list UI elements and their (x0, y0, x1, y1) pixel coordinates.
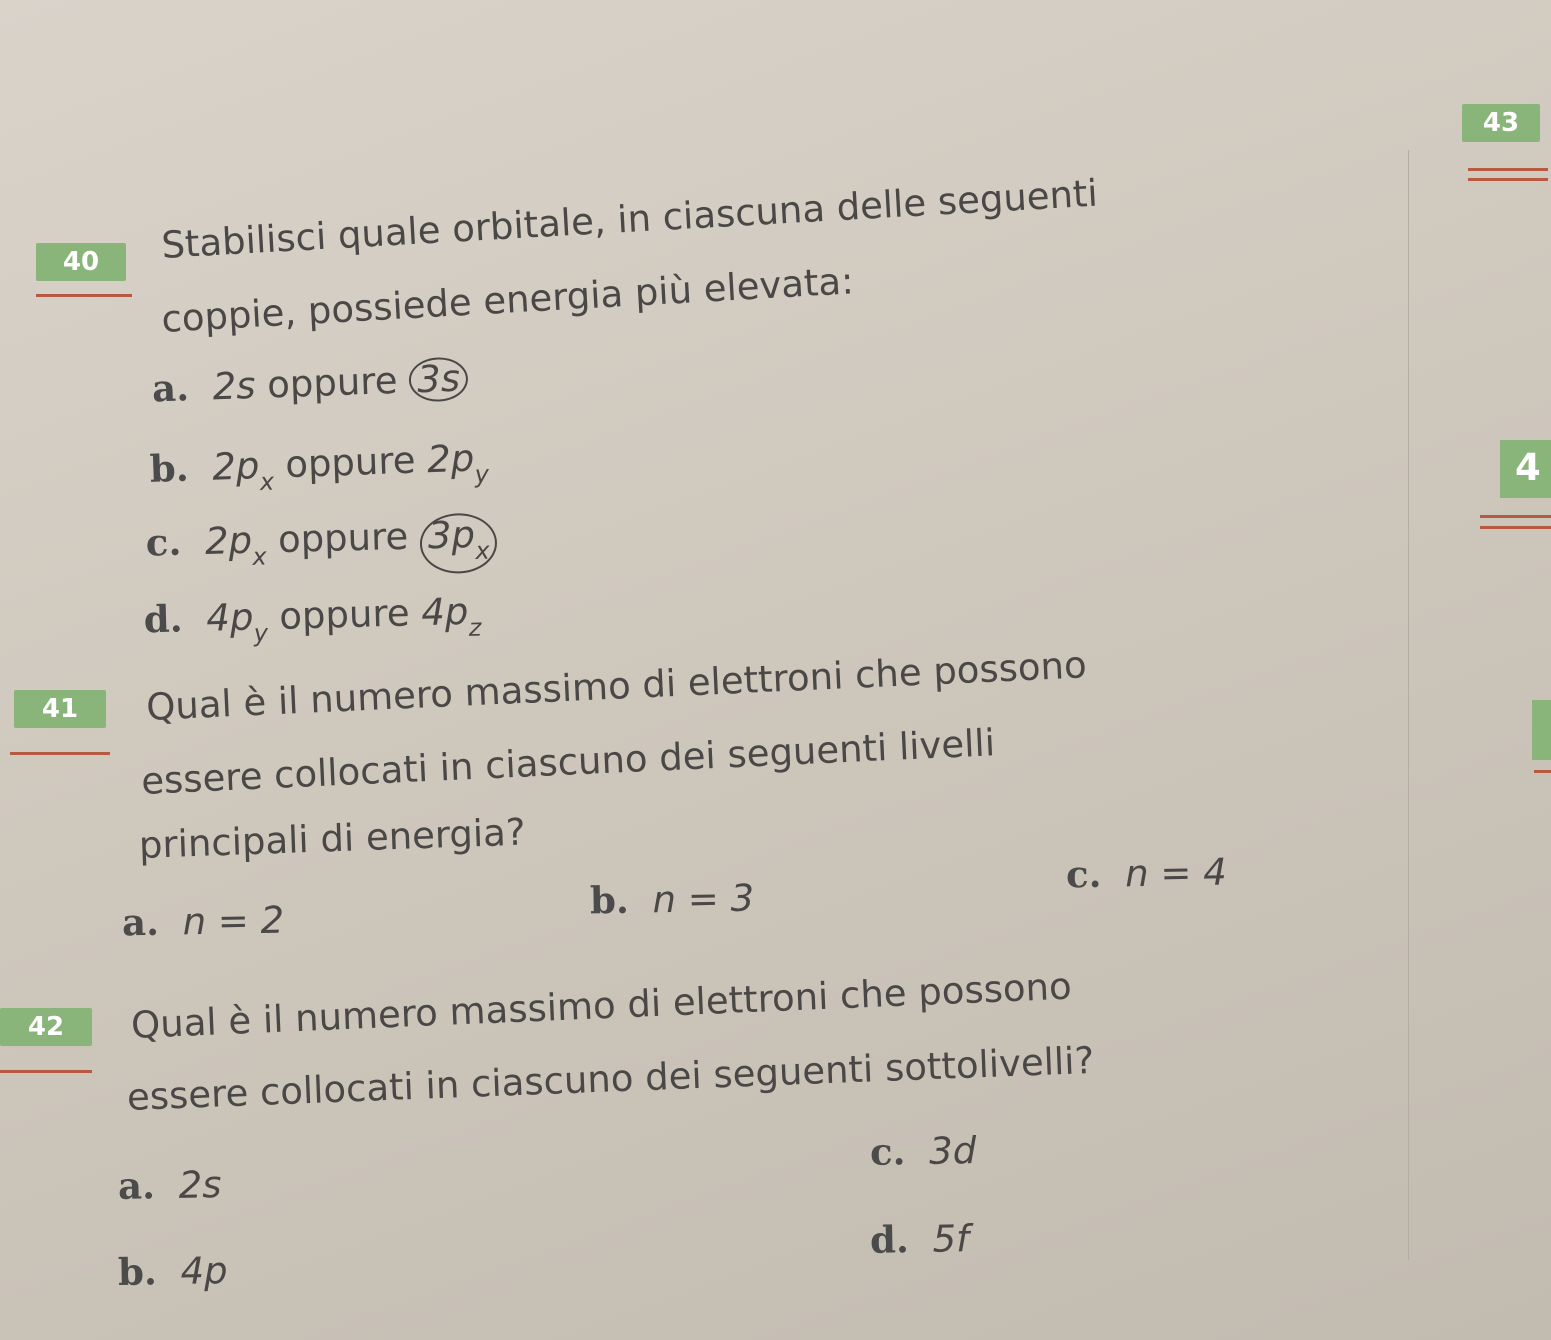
exercise-43-rule (1468, 168, 1548, 171)
exercise-40-badge: 40 (36, 243, 126, 281)
side-block (1532, 700, 1551, 760)
option-letter: d. (143, 596, 184, 642)
exercise-42-badge: 42 (0, 1008, 92, 1046)
exercise-40-option-b (149, 434, 490, 509)
option-c-circled-answer (419, 512, 498, 574)
side-tab-number: 4 (1515, 446, 1541, 489)
option-b-connector: oppure (284, 438, 417, 487)
exercise-41-option-b (590, 875, 755, 925)
option-d-first: 4p (205, 595, 254, 640)
exercise-41-option-c (1066, 849, 1227, 899)
option-b-second: 2p (426, 436, 475, 482)
option-b-second-sub: y (474, 460, 490, 489)
option-c-value: 3d (928, 1129, 977, 1173)
option-b-value: n = 3 (652, 876, 755, 922)
exercise-41-rule (10, 752, 110, 755)
exercise-42-option-d (870, 1215, 970, 1264)
exercise-42-text-line1: Qual è il numero massimo di elettroni che possono (130, 964, 1073, 1047)
option-letter: c. (1065, 851, 1102, 897)
option-letter: c. (145, 519, 182, 565)
option-letter: a. (117, 1163, 156, 1208)
option-letter: b. (149, 445, 190, 491)
option-b-first-sub: x (259, 467, 275, 497)
exercise-40-rule (36, 294, 132, 297)
option-c-second: 3p (427, 512, 476, 558)
option-a-value: n = 2 (182, 898, 285, 944)
exercise-41-text-line1: Qual è il numero massimo di elettroni che possono (145, 643, 1088, 729)
exercise-40-option-a (151, 354, 468, 412)
option-c-first: 2p (204, 518, 253, 564)
option-letter: c. (869, 1129, 906, 1174)
option-b-first: 2p (211, 444, 261, 489)
exercise-41-badge: 41 (14, 690, 106, 728)
side-block-rule (1534, 770, 1551, 773)
option-b-value: 4p (180, 1249, 228, 1293)
option-d-value: 5f (932, 1217, 970, 1261)
exercise-43-rule-2 (1468, 178, 1548, 181)
option-c-value: n = 4 (1124, 850, 1228, 896)
exercise-40-text-line1: Stabilisci quale orbitale, in ciascuna delle seguenti (160, 171, 1099, 267)
exercise-42-rule (0, 1070, 92, 1073)
exercise-42-option-c (870, 1127, 977, 1176)
option-c-first-sub: x (252, 542, 268, 571)
exercise-42-option-a (118, 1161, 222, 1210)
option-letter: a. (121, 899, 160, 945)
option-letter: b. (117, 1249, 158, 1294)
option-letter: d. (869, 1217, 910, 1262)
option-c-connector: oppure (277, 514, 409, 562)
option-d-second: 4p (420, 589, 469, 635)
option-letter: a. (151, 365, 190, 411)
option-a-circled-answer: 3s (408, 356, 468, 402)
option-d-connector: oppure (278, 591, 411, 638)
side-tab-rule-2 (1480, 526, 1551, 529)
option-d-first-sub: y (253, 619, 269, 648)
option-d-second-sub: z (468, 613, 482, 642)
exercise-40-text-line2: coppie, possiede energia più elevata: (160, 259, 855, 341)
exercise-41-text-line3: principali di energia? (138, 810, 527, 867)
exercise-41-text-line2: essere collocati in ciascuno dei seguenti livelli (140, 721, 996, 803)
option-a-first: 2s (211, 363, 257, 409)
exercise-40-option-c (145, 510, 498, 582)
side-tab-rule (1480, 515, 1551, 518)
exercise-41-option-a (122, 897, 285, 947)
exercise-40-option-d (143, 588, 482, 660)
exercise-42-option-b (118, 1247, 228, 1296)
option-c-second-sub: x (475, 536, 490, 565)
column-divider (1408, 150, 1409, 1260)
option-a-connector: oppure (266, 358, 399, 407)
exercise-42-text-line2: essere collocati in ciascuno dei seguenti sottolivelli? (126, 1038, 1095, 1119)
option-letter: b. (589, 877, 630, 923)
option-a-value: 2s (178, 1163, 222, 1207)
exercise-43-badge: 43 (1462, 104, 1540, 142)
